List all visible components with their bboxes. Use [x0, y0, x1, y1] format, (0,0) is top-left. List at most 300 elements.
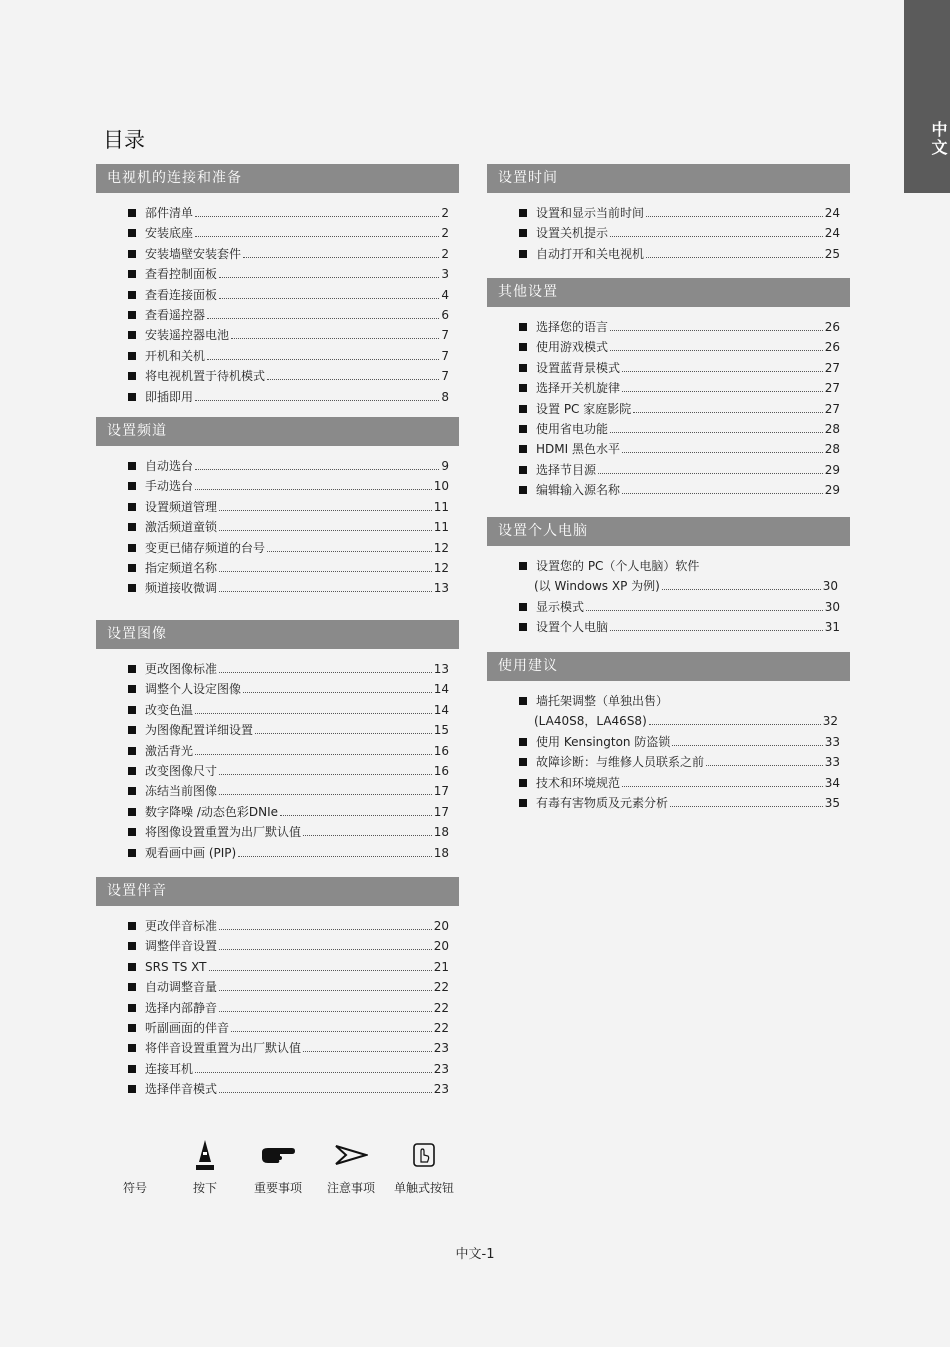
toc-section	[487, 517, 850, 638]
toc-page-number: 18	[433, 825, 449, 840]
leader-dots	[195, 1072, 432, 1073]
bullet-icon	[128, 963, 136, 971]
toc-page-number: 26	[824, 320, 840, 334]
toc-entry[interactable]	[128, 223, 459, 243]
toc-entry[interactable]	[128, 781, 459, 801]
toc-entry-label: 故障诊断：与维修人员联系之前	[536, 755, 705, 770]
toc-section	[487, 652, 850, 813]
toc-page-number: 2	[441, 206, 449, 220]
section-heading: 设置伴音	[96, 877, 459, 906]
toc-list	[487, 193, 850, 264]
toc-entry[interactable]	[128, 1059, 459, 1079]
toc-entry-label: 设置 PC 家庭影院	[536, 401, 632, 416]
bullet-icon	[519, 364, 527, 372]
section-heading: 电视机的连接和准备	[96, 164, 459, 193]
leader-dots	[622, 786, 823, 787]
toc-entry-label: 部件清单	[145, 206, 194, 220]
toc-entry-label: 设置关机提示	[536, 226, 609, 241]
bullet-icon	[519, 697, 527, 705]
legend-label: 单触式按钮	[393, 1181, 454, 1195]
toc-entry[interactable]	[519, 691, 850, 732]
toc-page-number: 33	[824, 734, 840, 749]
toc-entry[interactable]	[128, 264, 459, 284]
leader-dots	[649, 724, 821, 725]
toc-entry[interactable]	[128, 843, 459, 863]
toc-entry-label: 调整伴音设置	[145, 939, 218, 954]
toc-page-number: 4	[441, 287, 449, 302]
leader-dots	[622, 493, 823, 494]
bullet-icon	[128, 787, 136, 795]
leader-dots	[610, 630, 823, 631]
bullet-icon	[519, 779, 527, 787]
leader-dots	[219, 929, 432, 930]
toc-entry[interactable]	[128, 387, 459, 407]
bullet-icon	[128, 808, 136, 816]
toc-page-number: 34	[824, 775, 840, 790]
toc-page-number: 30	[824, 599, 840, 614]
toc-entry[interactable]	[519, 378, 850, 398]
toc-page-number: 29	[824, 483, 840, 498]
toc-entry-label: 有毒有害物质及元素分析	[536, 795, 669, 810]
toc-entry[interactable]	[519, 460, 850, 480]
toc-entry-label: SRS TS XT	[145, 959, 207, 974]
bullet-icon	[128, 229, 136, 237]
bullet-icon	[128, 209, 136, 217]
bullet-icon	[128, 564, 136, 572]
bullet-icon	[519, 738, 527, 746]
bullet-icon	[519, 343, 527, 351]
bullet-icon	[519, 562, 527, 570]
bullet-icon	[128, 983, 136, 991]
bullet-icon	[128, 1004, 136, 1012]
bullet-icon	[128, 1044, 136, 1052]
toc-entry-label: 变更已储存频道的台号	[145, 540, 266, 555]
leader-dots	[219, 1092, 432, 1093]
toc-page-number: 27	[824, 401, 840, 416]
toc-page-number: 28	[824, 421, 840, 436]
toc-entry[interactable]	[128, 1079, 459, 1099]
leader-dots	[219, 571, 432, 572]
toc-entry-label: 墙托架调整（单独出售）	[536, 694, 669, 708]
toc-entry[interactable]	[128, 517, 459, 537]
bullet-icon	[128, 922, 136, 930]
toc-page-number: 8	[441, 389, 449, 404]
leader-dots	[219, 591, 432, 592]
bullet-icon	[128, 544, 136, 552]
toc-entry-label: 数字降噪 /动态色彩DNIe	[145, 804, 278, 819]
leader-dots	[662, 589, 821, 590]
toc-entry-label: 即插即用	[145, 389, 194, 404]
legend-one-touch	[389, 1135, 459, 1196]
toc-entry-label: 改变色温	[145, 702, 194, 717]
bullet-icon	[128, 1065, 136, 1073]
toc-page-number: 29	[824, 462, 840, 477]
toc-entry[interactable]	[519, 358, 850, 378]
toc-page-number: 23	[433, 1041, 449, 1056]
bullet-icon	[519, 758, 527, 766]
section-heading: 使用建议	[487, 652, 850, 681]
section-heading: 设置图像	[96, 620, 459, 649]
toc-page-number: 26	[824, 340, 840, 355]
page-title: 目录	[103, 128, 145, 152]
toc-page-number: 23	[433, 1082, 449, 1097]
toc-page-number: 28	[824, 442, 840, 457]
leader-dots	[219, 949, 432, 950]
toc-page-number: 6	[441, 307, 449, 322]
toc-entry[interactable]	[128, 1018, 459, 1038]
pointing-hand-icon	[243, 1135, 313, 1175]
leader-dots	[622, 391, 823, 392]
toc-entry[interactable]	[128, 720, 459, 740]
toc-entry-label-cont: (以 Windows XP 为例)	[534, 579, 660, 594]
toc-entry[interactable]	[128, 936, 459, 956]
bullet-icon	[519, 209, 527, 217]
toc-list	[96, 649, 459, 863]
toc-page-number: 25	[824, 246, 840, 261]
bullet-icon	[128, 665, 136, 673]
leader-dots	[610, 432, 823, 433]
toc-entry[interactable]	[128, 1038, 459, 1058]
legend-note	[316, 1135, 386, 1196]
leader-dots	[207, 318, 439, 319]
legend-label: 重要事项	[253, 1181, 302, 1195]
bullet-icon	[128, 250, 136, 258]
toc-page-number: 17	[433, 804, 449, 819]
toc-list	[487, 681, 850, 813]
toc-page-number: 12	[433, 540, 449, 555]
bullet-icon	[128, 393, 136, 401]
toc-entry-label: 安装遥控器电池	[145, 328, 230, 343]
toc-entry-label: 选择节目源	[536, 462, 597, 477]
toc-entry[interactable]	[128, 741, 459, 761]
toc-entry[interactable]	[519, 793, 850, 813]
leader-dots	[243, 692, 432, 693]
toc-entry-label: 更改图像标准	[145, 662, 218, 676]
toc-entry[interactable]	[128, 761, 459, 781]
leader-dots	[195, 469, 439, 470]
bullet-icon	[128, 849, 136, 857]
toc-entry-label-cont: (LA40S8，LA46S8)	[534, 714, 647, 729]
toc-page-number: 21	[433, 959, 449, 974]
toc-entry-label: 听副画面的伴音	[145, 1020, 230, 1035]
toc-entry[interactable]	[519, 399, 850, 419]
leader-dots	[255, 733, 432, 734]
toc-entry-label: 开机和关机	[145, 348, 206, 363]
toc-entry-label: 将伴音设置重置为出厂默认值	[145, 1041, 302, 1056]
leader-dots	[303, 835, 432, 836]
leader-dots	[207, 359, 439, 360]
toc-entry[interactable]	[128, 957, 459, 977]
toc-page-number: 33	[824, 755, 840, 770]
toc-page-number: 2	[441, 246, 449, 261]
toc-entry-label: 观看画中画 (PIP)	[145, 845, 237, 860]
toc-entry[interactable]	[128, 305, 459, 325]
toc-page-number: 7	[441, 328, 449, 343]
bullet-icon	[128, 270, 136, 278]
legend-important	[243, 1135, 313, 1196]
toc-entry[interactable]	[519, 337, 850, 357]
leader-dots	[219, 990, 432, 991]
bullet-icon	[519, 229, 527, 237]
toc-page-number: 16	[433, 763, 449, 778]
leader-dots	[219, 510, 432, 511]
toc-page-number: 35	[824, 795, 840, 810]
section-heading: 设置个人电脑	[487, 517, 850, 546]
leader-dots	[610, 236, 823, 237]
leader-dots	[219, 1011, 432, 1012]
toc-entry-label: 选择伴音模式	[145, 1082, 218, 1097]
bullet-icon	[128, 503, 136, 511]
toc-entry[interactable]	[519, 752, 850, 772]
toc-page-number: 32	[822, 714, 838, 729]
toc-section	[96, 877, 459, 1100]
leader-dots	[598, 473, 823, 474]
bullet-icon	[128, 747, 136, 755]
toc-page-number: 24	[824, 206, 840, 220]
leader-dots	[231, 338, 439, 339]
toc-entry[interactable]	[519, 419, 850, 439]
leader-dots	[267, 379, 439, 380]
toc-entry-label: 自动打开和关电视机	[536, 246, 645, 261]
toc-entry[interactable]	[519, 480, 850, 500]
toc-entry-label: 安装墙壁安装套件	[145, 246, 242, 261]
bullet-icon	[128, 726, 136, 734]
toc-entry-label: 技术和环境规范	[536, 775, 621, 790]
toc-section	[96, 417, 459, 599]
leader-dots	[633, 412, 822, 413]
toc-entry[interactable]	[519, 732, 850, 752]
bullet-icon	[128, 462, 136, 470]
toc-entry-label: 编辑输入源名称	[536, 483, 621, 498]
toc-entry[interactable]	[128, 977, 459, 997]
toc-page-number: 12	[433, 560, 449, 575]
leader-dots	[195, 489, 432, 490]
leader-dots	[243, 257, 439, 258]
bullet-icon	[128, 291, 136, 299]
bullet-icon	[128, 372, 136, 380]
toc-page-number: 22	[433, 1020, 449, 1035]
section-heading: 设置时间	[487, 164, 850, 193]
toc-entry[interactable]	[519, 617, 850, 637]
toc-entry-label: 设置个人电脑	[536, 620, 609, 635]
section-heading: 其他设置	[487, 278, 850, 307]
leader-dots	[195, 236, 439, 237]
bullet-icon	[128, 1085, 136, 1093]
leader-dots	[706, 765, 823, 766]
toc-entry[interactable]	[128, 679, 459, 699]
toc-page-number: 20	[433, 919, 449, 933]
toc-entry-label: 连接耳机	[145, 1061, 194, 1076]
toc-page-number: 23	[433, 1061, 449, 1076]
toc-entry[interactable]	[128, 916, 459, 936]
toc-entry-label: 为图像配置详细设置	[145, 723, 254, 738]
toc-entry[interactable]	[519, 556, 850, 597]
toc-entry[interactable]	[128, 244, 459, 264]
toc-page-number: 18	[433, 845, 449, 860]
toc-entry[interactable]	[128, 325, 459, 345]
toc-entry[interactable]	[128, 802, 459, 822]
toc-entry[interactable]	[128, 700, 459, 720]
toc-page-number: 10	[433, 479, 449, 494]
section-heading: 设置频道	[96, 417, 459, 446]
bullet-icon	[128, 331, 136, 339]
leader-dots	[219, 774, 432, 775]
toc-entry[interactable]	[128, 456, 459, 476]
bullet-icon	[519, 486, 527, 494]
toc-entry-label: 冻结当前图像	[145, 784, 218, 799]
bullet-icon	[519, 323, 527, 331]
bullet-icon	[128, 523, 136, 531]
toc-entry-label: 改变图像尺寸	[145, 763, 218, 778]
leader-dots	[238, 856, 432, 857]
toc-entry[interactable]	[519, 244, 850, 264]
legend-press	[170, 1135, 240, 1196]
toc-entry[interactable]	[128, 538, 459, 558]
leader-dots	[646, 257, 823, 258]
bullet-icon	[128, 942, 136, 950]
leader-dots	[610, 330, 823, 331]
toc-entry[interactable]	[128, 366, 459, 386]
toc-entry-label: 安装底座	[145, 226, 194, 241]
toc-section	[96, 164, 459, 407]
bullet-icon	[128, 584, 136, 592]
toc-entry-label: 选择内部静音	[145, 1000, 218, 1015]
toc-entry[interactable]	[128, 285, 459, 305]
bullet-icon	[519, 623, 527, 631]
bullet-icon	[128, 767, 136, 775]
bullet-icon	[128, 828, 136, 836]
toc-entry[interactable]	[128, 822, 459, 842]
toc-page-number: 15	[433, 723, 449, 738]
toc-entry-label: 自动选台	[145, 459, 194, 473]
toc-entry-label: 将图像设置重置为出厂默认值	[145, 825, 302, 840]
toc-page-number: 7	[441, 369, 449, 384]
leader-dots	[195, 713, 432, 714]
toc-section	[487, 278, 850, 501]
toc-section	[487, 164, 850, 264]
leader-dots	[303, 1051, 432, 1052]
leader-dots	[219, 298, 439, 299]
bullet-icon	[128, 482, 136, 490]
toc-entry-label: 选择开关机旋律	[536, 381, 621, 396]
toc-page-number: 14	[433, 702, 449, 717]
bullet-icon	[519, 445, 527, 453]
toc-entry-label: 调整个人设定图像	[145, 682, 242, 697]
toc-list	[96, 193, 459, 407]
toc-entry[interactable]	[128, 476, 459, 496]
toc-entry[interactable]	[128, 203, 459, 223]
toc-entry[interactable]	[128, 578, 459, 598]
toc-entry[interactable]	[519, 203, 850, 223]
toc-entry-label: 自动调整音量	[145, 980, 218, 995]
toc-entry-label: 显示模式	[536, 599, 585, 614]
press-icon	[170, 1135, 240, 1175]
toc-page-number: 20	[433, 939, 449, 954]
arrow-icon	[316, 1135, 386, 1175]
toc-entry-label: 选择您的语言	[536, 320, 609, 334]
toc-page-number: 3	[441, 267, 449, 282]
leader-dots	[670, 806, 823, 807]
toc-entry[interactable]	[128, 558, 459, 578]
toc-entry[interactable]	[128, 659, 459, 679]
toc-entry-label: 频道接收微调	[145, 581, 218, 596]
bullet-icon	[128, 685, 136, 693]
toc-entry-label: 使用游戏模式	[536, 340, 609, 355]
toc-page-number: 17	[433, 784, 449, 799]
legend-label: 注意事项	[326, 1181, 375, 1195]
toc-list	[96, 906, 459, 1100]
leader-dots	[195, 754, 432, 755]
bullet-icon	[128, 311, 136, 319]
leader-dots	[622, 371, 823, 372]
toc-entry[interactable]	[519, 773, 850, 793]
toc-page-number: 30	[822, 579, 838, 594]
toc-entry-label: 设置和显示当前时间	[536, 206, 645, 220]
toc-entry-label: 设置您的 PC（个人电脑）软件	[536, 559, 700, 573]
legend-symbol	[100, 1135, 170, 1196]
toc-entry[interactable]	[519, 223, 850, 243]
bullet-icon	[519, 799, 527, 807]
toc-entry[interactable]	[519, 597, 850, 617]
toc-entry-label: 设置蓝背景模式	[536, 360, 621, 375]
toc-page-number: 27	[824, 381, 840, 396]
toc-section	[96, 620, 459, 863]
leader-dots	[622, 452, 823, 453]
bullet-icon	[519, 466, 527, 474]
toc-entry-label: 将电视机置于待机模式	[145, 369, 266, 384]
bullet-icon	[128, 352, 136, 360]
toc-entry-label: 查看连接面板	[145, 287, 218, 302]
toc-entry[interactable]	[519, 317, 850, 337]
leader-dots	[586, 610, 823, 611]
leader-dots	[219, 672, 432, 673]
toc-page-number: 13	[433, 662, 449, 676]
leader-dots	[209, 970, 432, 971]
page-number: 中文-1	[455, 1247, 495, 1262]
leader-dots	[267, 551, 432, 552]
toc-entry[interactable]	[128, 998, 459, 1018]
toc-page-number: 16	[433, 743, 449, 758]
toc-entry-label: 查看遥控器	[145, 307, 206, 322]
bullet-icon	[519, 250, 527, 258]
leader-dots	[646, 216, 823, 217]
leader-dots	[280, 815, 432, 816]
leader-dots	[231, 1031, 432, 1032]
toc-entry-label: 更改伴音标准	[145, 919, 218, 933]
toc-list	[487, 307, 850, 501]
toc-page-number: 24	[824, 226, 840, 241]
toc-entry-label: 指定频道名称	[145, 560, 218, 575]
toc-entry-label: 手动选台	[145, 479, 194, 494]
toc-list	[487, 546, 850, 638]
toc-entry-label: 激活背光	[145, 743, 194, 758]
toc-page-number: 22	[433, 980, 449, 995]
leader-dots	[610, 350, 823, 351]
toc-page-number: 13	[433, 581, 449, 596]
toc-page-number: 14	[433, 682, 449, 697]
toc-entry[interactable]	[128, 497, 459, 517]
language-tab[interactable]: 中文	[904, 0, 950, 193]
toc-page-number: 22	[433, 1000, 449, 1015]
toc-entry[interactable]	[519, 439, 850, 459]
leader-dots	[219, 530, 432, 531]
toc-page-number: 7	[441, 348, 449, 363]
bullet-icon	[519, 405, 527, 413]
toc-page-number: 27	[824, 360, 840, 375]
bullet-icon	[128, 706, 136, 714]
toc-page-number: 31	[824, 620, 840, 635]
toc-entry[interactable]	[128, 346, 459, 366]
